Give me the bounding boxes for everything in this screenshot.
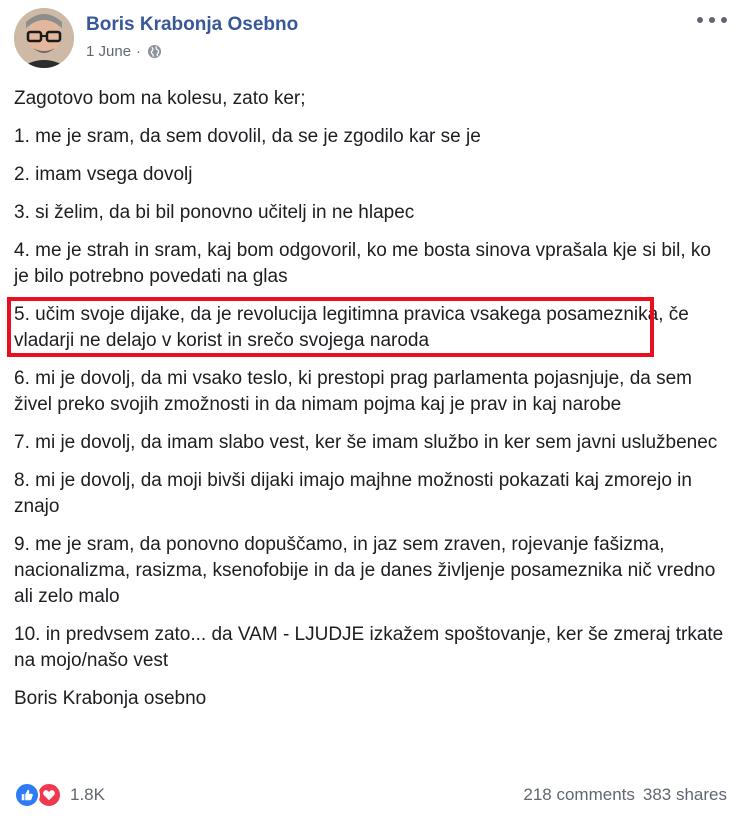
avatar-image [14,8,74,68]
highlighted-paragraph-container [14,302,727,354]
globe-icon[interactable] [147,44,162,59]
post-paragraph: 7. mi je dovolj, da imam slabo vest, ker še imam službo in ker sem javni uslužbenec [14,432,718,453]
shares-count-link[interactable]: 383 shares [642,785,727,804]
post-header [14,8,727,72]
post-paragraph: 10. in predvsem zato... da VAM - LJUDJE izkažem spoštovanje, ker še zmeraj trkate na mojo/našo vest [14,624,724,671]
post-paragraph: 3. si želim, da bi bil ponovno učitelj in ne hlapec [14,202,415,223]
reactions-summary[interactable] [14,782,105,808]
like-icon [14,782,40,808]
post-paragraph: 4. me je strah in sram, kaj bom odgovoril, ko me bosta sinova vprašala kje si bil, ko je bilo potrebno povedati na glas [14,240,711,287]
author-name[interactable]: Boris Krabonja Osebno [86,14,299,35]
post-body [14,86,727,724]
more-dot [721,17,727,23]
post-paragraph: 6. mi je dovolj, da mi vsako teslo, ki prestopi prag parlamenta pojasnjuje, da sem živel preko svojih zmožnosti in da nimam pojma kaj je prav in kaj narobe [14,368,693,415]
post-date[interactable]: 1 June [86,43,132,60]
post-signature: Boris Krabonja osebno [14,688,207,709]
meta-separator: · [136,43,142,60]
post-footer [14,782,727,814]
post-paragraph: 8. mi je dovolj, da moji bivši dijaki imajo majhne možnosti pokazati kaj zmorejo in znajo [14,470,692,517]
post-paragraph: 1. me je sram, da sem dovolil, da se je zgodilo kar se je [14,126,481,147]
highlighted-paragraph: 5. učim svoje dijake, da je revolucija legitimna pravica vsakega posameznika, če vladarji ne delajo v korist in srečo svojega naroda [14,304,689,351]
author-avatar[interactable] [14,8,74,68]
more-dot [697,17,703,23]
reaction-count: 1.8K [70,785,105,804]
post-paragraph: 9. me je sram, da ponovno dopuščamo, in jaz sem zraven, rojevanje fašizma, nacionalizma, rasizma, ksenofobije in da je danes življenje posameznika nič vredno ali zelo malo [14,534,716,607]
engagement-stats [523,785,727,805]
more-dot [709,17,715,23]
comments-count-link[interactable]: 218 comments [523,785,635,804]
post-paragraph: 2. imam vsega dovolj [14,164,193,185]
post-paragraph: Zagotovo bom na kolesu, zato ker; [14,88,306,109]
post-meta [86,43,162,60]
more-options-icon[interactable] [697,12,727,28]
